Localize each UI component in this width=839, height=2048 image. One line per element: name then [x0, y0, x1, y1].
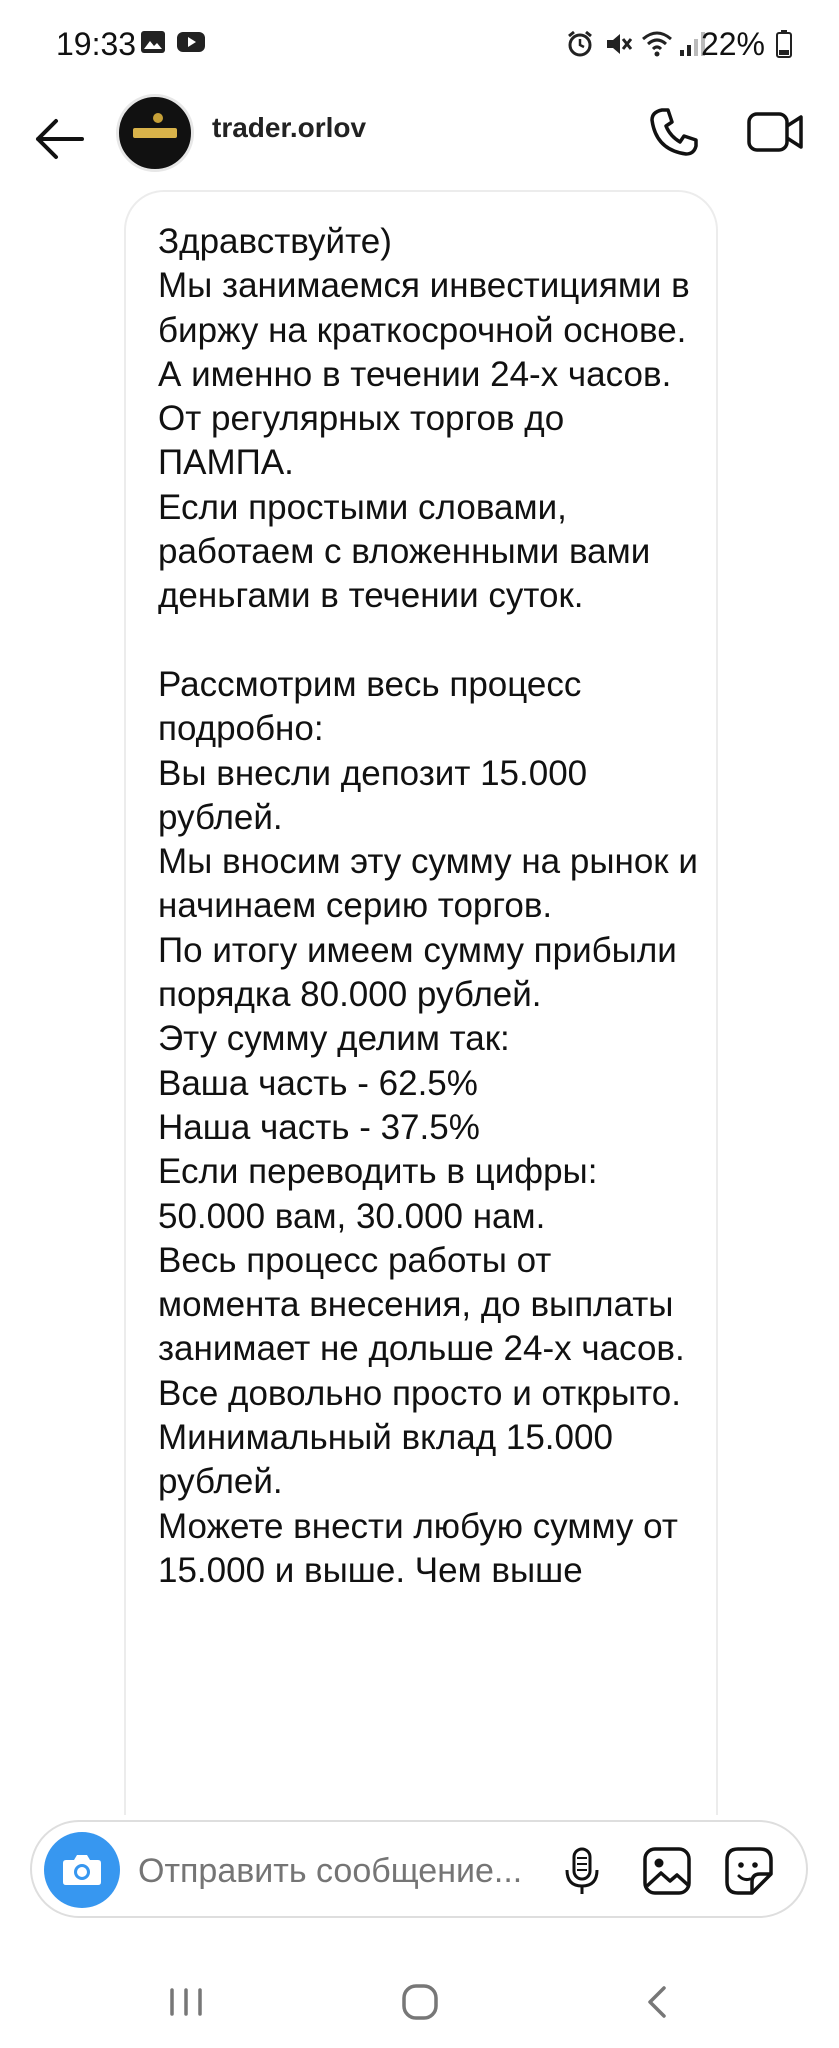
status-bar: [0, 0, 839, 90]
message-input[interactable]: [138, 1852, 578, 1891]
wifi-icon: [640, 30, 674, 58]
mute-icon: [604, 30, 632, 58]
battery-icon: [776, 30, 792, 58]
avatar[interactable]: [116, 94, 194, 172]
gallery-icon[interactable]: [642, 1846, 692, 1896]
recent-apps-icon[interactable]: [166, 1980, 206, 2024]
video-icon[interactable]: [746, 106, 804, 158]
camera-button[interactable]: [44, 1832, 120, 1908]
sticker-icon[interactable]: [724, 1846, 774, 1896]
camera-icon: [44, 1832, 120, 1908]
back-icon[interactable]: [642, 1980, 672, 2024]
message-composer: [30, 1820, 808, 1918]
avatar-logo: [133, 128, 177, 138]
home-icon[interactable]: [398, 1980, 442, 2024]
status-time: 19:33: [56, 26, 137, 62]
message-bubble[interactable]: [124, 190, 718, 1830]
back-arrow-icon[interactable]: [32, 112, 86, 166]
battery-percent: 22%: [700, 26, 765, 62]
avatar-logo-spark: [153, 113, 163, 123]
youtube-notification-icon: [176, 30, 206, 54]
alarm-icon: [566, 30, 594, 58]
microphone-icon[interactable]: [562, 1846, 602, 1898]
phone-icon[interactable]: [648, 106, 700, 158]
navigation-bar: [0, 1960, 839, 2048]
gallery-notification-icon: [140, 30, 166, 54]
message-text: Здравствуйте) Мы занимаемся инвестициями в биржу на краткосрочной основе. А именно в течении 24-х часов. От регулярных торгов до ПАМПА. Если простыми словами, работаем с вложенными вами деньгами в течении суток. Рассмотрим весь процесс подробно: Вы внесли депозит 15.000 рублей. Мы вносим эту сумму на рынок и начинаем серию торгов. По итогу имеем сумму прибыли порядка 80.000 рублей. Эту сумму делим так: Ваша часть - 62.5% Наша часть - 37.5% Если переводить в цифры: 50.000 вам, 30.000 нам. Весь процесс работы от момента внесения, до выплаты занимает не дольше 24-х часов. Все довольно просто и открыто. Минимальный вклад 15.000 рублей. Можете внести любую сумму от 15.000 и выше. Чем выше: [158, 222, 698, 1590]
username[interactable]: trader.orlov: [212, 112, 367, 143]
